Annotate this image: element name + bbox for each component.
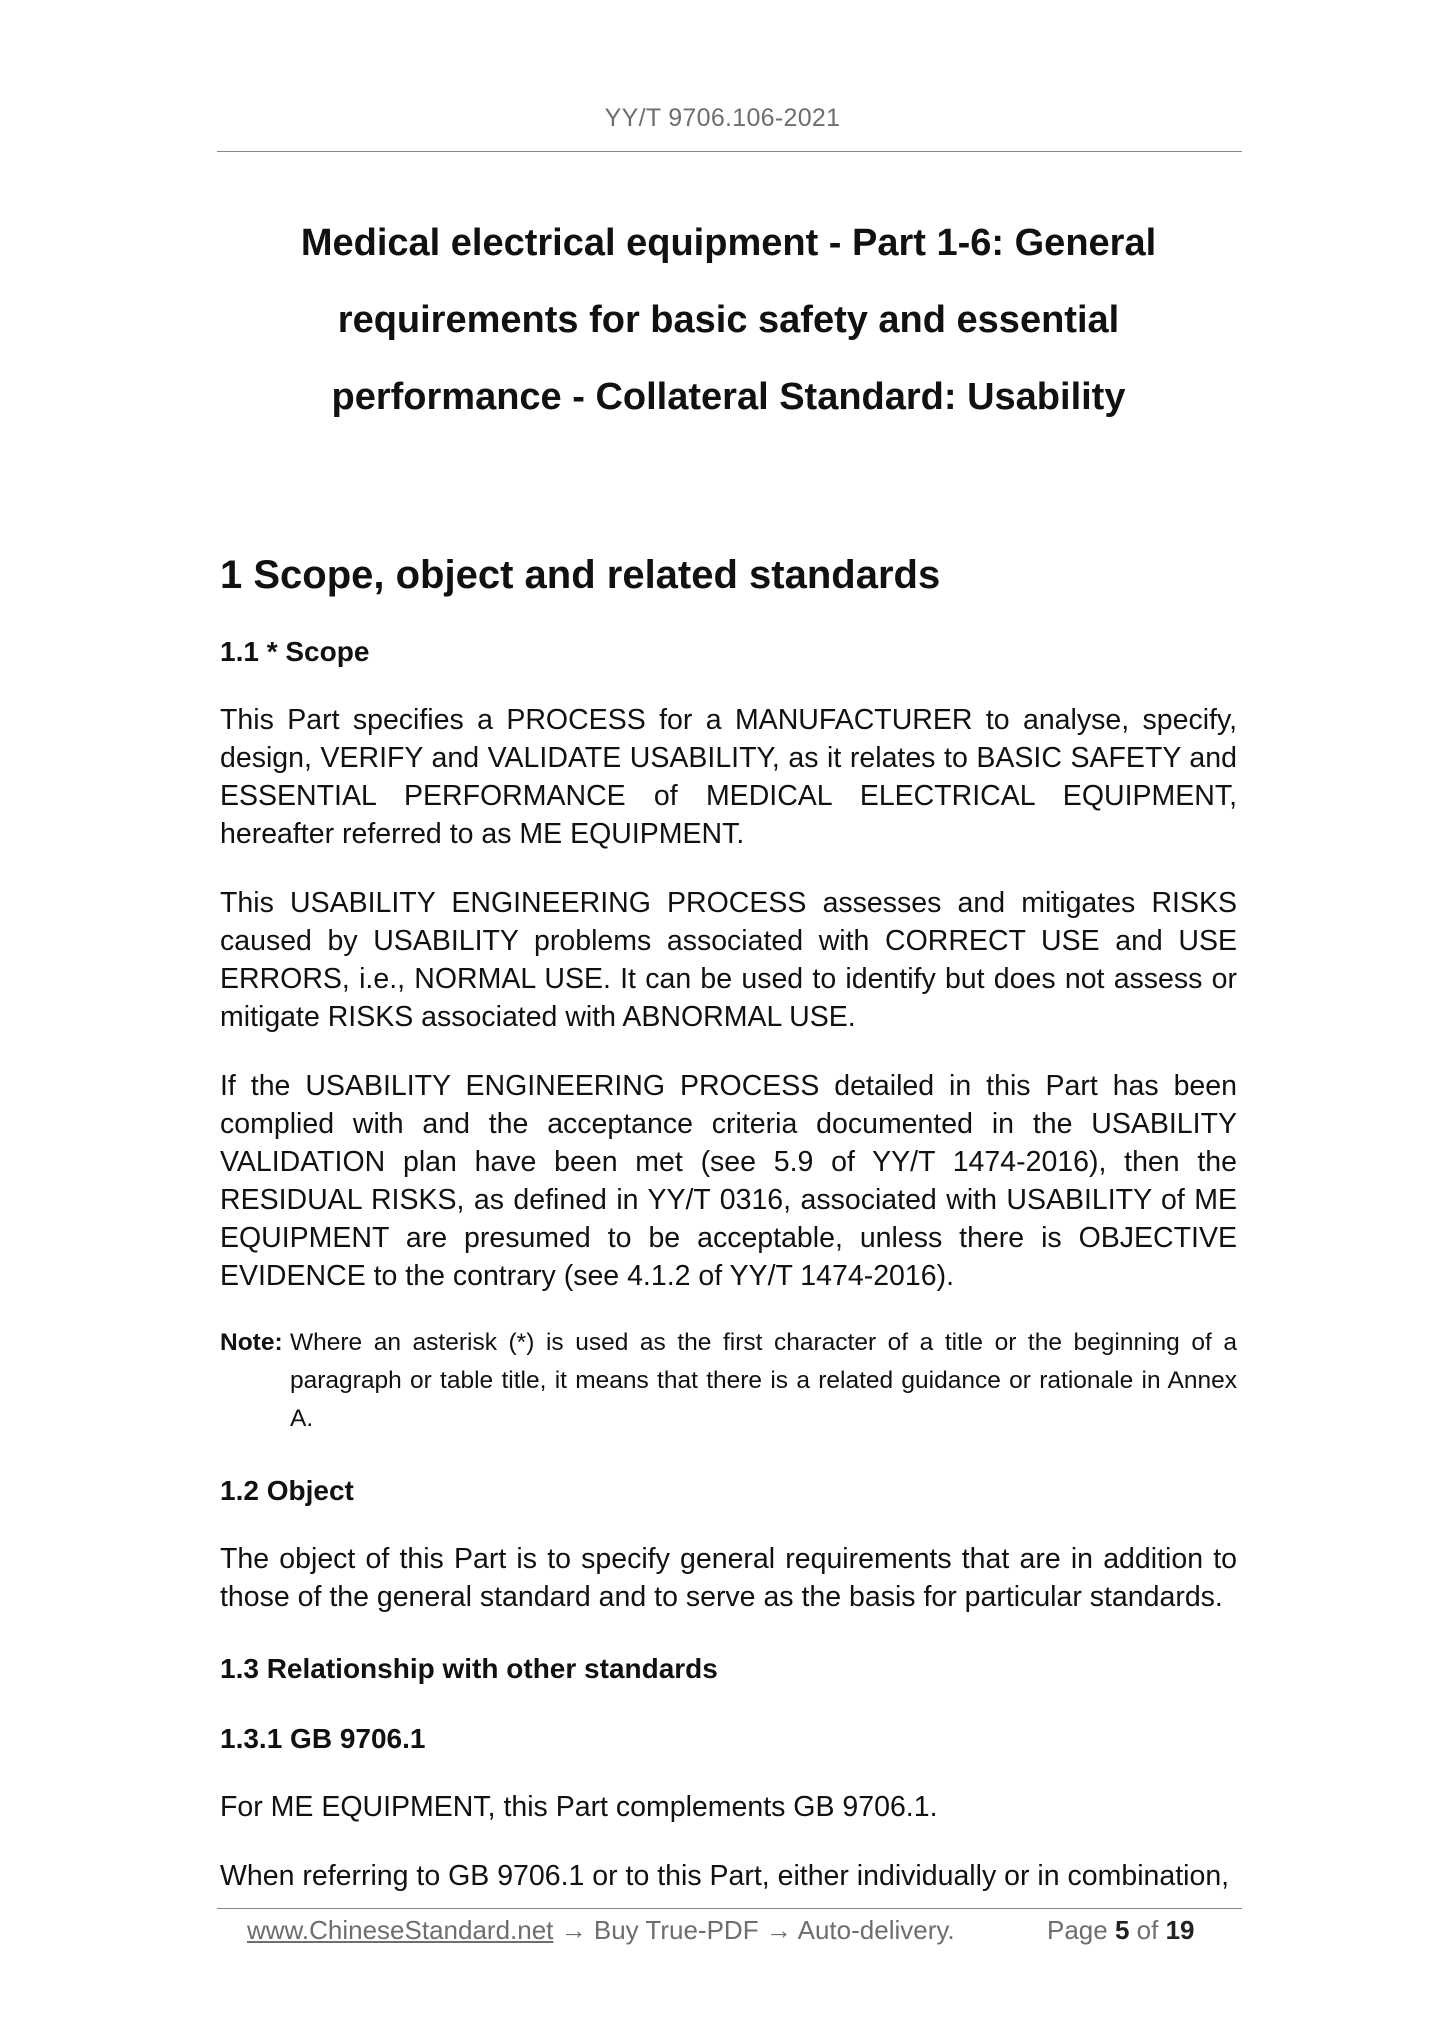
scope-paragraph-1: This Part specifies a PROCESS for a MANUFACTURER to analyse, specify, design, VERIFY and VALIDATE USABILITY, as it relates to BASIC SAFETY and ESSENTIAL PERFORMANCE of MEDICAL ELECTRICAL EQUIPMENT, hereafter referred to as ME EQUIPMENT. xyxy=(220,704,1237,850)
scope-paragraph-3: If the USABILITY ENGINEERING PROCESS detailed in this Part has been complied with and the acceptance criteria documented in the USABILITY VALIDATION plan have been met (see 5.9 of YY/T 1474-2016), then the RESIDUAL RISKS, as defined in YY/T 0316, associated with USABILITY of ME EQUIPMENT are presumed to be acceptable, unless there is OBJECTIVE EVIDENCE to the contrary (see 4.1.2 of YY/T 1474-2016). xyxy=(220,1070,1237,1292)
note-text: Where an asterisk (*) is used as the first character of a title or the beginning of a paragraph or table title, it means that there is a related guidance or rationale in Annex A. xyxy=(290,1329,1237,1432)
page-of: of xyxy=(1136,1915,1159,1945)
scope-paragraph-2: This USABILITY ENGINEERING PROCESS assesses and mitigates RISKS caused by USABILITY problems associated with CORRECT USE and USE ERRORS, i.e., NORMAL USE. It can be used to identify but does not assess or mitigate RISKS associated with ABNORMAL USE. xyxy=(220,887,1237,1033)
note-label: Note: xyxy=(220,1329,283,1356)
gb9706-paragraph-2: When referring to GB 9706.1 or to this Part, either individually or in combination, xyxy=(220,1860,1230,1892)
document-title xyxy=(299,205,1159,436)
arrow-right-icon: → xyxy=(765,1915,792,1945)
scope-note xyxy=(220,1324,1237,1438)
footer-rule xyxy=(217,1908,1242,1909)
title-line-2: requirements for basic safety and essential xyxy=(337,299,1120,341)
page-current: 5 xyxy=(1114,1915,1130,1945)
section-1-1-heading: 1.1 * Scope xyxy=(220,636,370,667)
section-1-2-heading: 1.2 Object xyxy=(220,1475,354,1506)
title-line-1: Medical electrical equipment - Part 1-6: General xyxy=(300,222,1157,264)
object-paragraph: The object of this Part is to specify general requirements that are in addition to those of the general standard and to serve as the basis for particular standards. xyxy=(220,1543,1237,1613)
page-content xyxy=(220,205,1237,1895)
header-document-id: YY/T 9706.106-2021 xyxy=(604,104,841,132)
buy-true-pdf-text: Buy True-PDF xyxy=(593,1915,759,1945)
page-total: 19 xyxy=(1165,1915,1195,1945)
section-1-3-1-heading: 1.3.1 GB 9706.1 xyxy=(220,1723,426,1754)
page-number xyxy=(1047,1915,1195,1946)
website-link[interactable]: www.ChineseStandard.net xyxy=(247,1915,554,1945)
page-footer xyxy=(247,1915,1247,1946)
page-label: Page xyxy=(1047,1915,1108,1945)
header-rule xyxy=(217,151,1242,152)
arrow-right-icon: → xyxy=(560,1915,587,1945)
section-1-heading: 1 Scope, object and related standards xyxy=(220,553,941,597)
auto-delivery-text: Auto-delivery. xyxy=(797,1915,955,1945)
gb9706-paragraph-1: For ME EQUIPMENT, this Part complements GB 9706.1. xyxy=(220,1791,938,1823)
section-1-3-heading: 1.3 Relationship with other standards xyxy=(220,1653,718,1684)
title-line-3: performance - Collateral Standard: Usability xyxy=(331,376,1126,418)
